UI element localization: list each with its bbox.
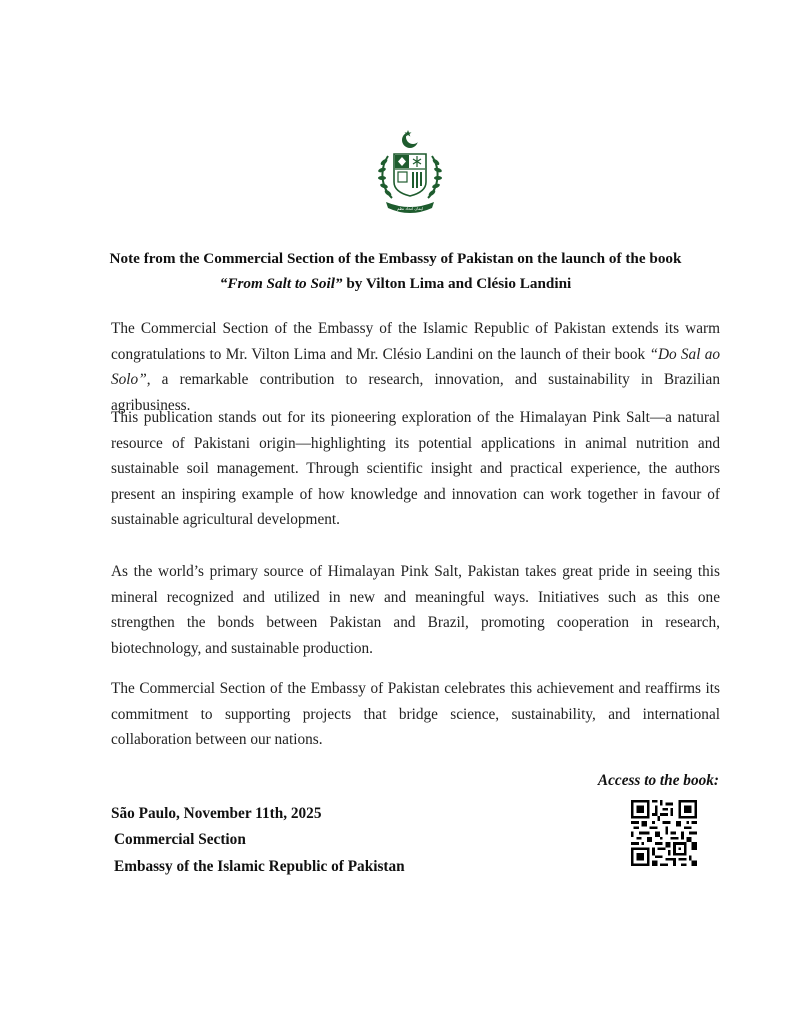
book-title-portuguese: “Do Sal ao Solo” bbox=[111, 345, 720, 389]
paragraph-congratulations bbox=[111, 316, 720, 418]
title-line-1: Note from the Commercial Section of the Embassy of Pakistan on the launch of the book bbox=[109, 250, 682, 267]
svg-text:ایمان اتحاد نظم: ایمان اتحاد نظم bbox=[396, 206, 424, 211]
paragraph-commitment: The Commercial Section of the Embassy of Pakistan celebrates this achievement and reaffirms its commitment to supporting projects that bridge science, sustainability, and international collaboration between our nations. bbox=[111, 680, 720, 749]
qr-code-icon[interactable] bbox=[631, 800, 697, 866]
p1-text-before: The Commercial Section of the Embassy of the Islamic Republic of Pakistan extends its warm congratulations to Mr. Vilton Lima and Mr. Clésio Landini on the launch of their book bbox=[111, 320, 720, 363]
document-title bbox=[60, 246, 731, 296]
signature-embassy: Embassy of the Islamic Republic of Pakistan bbox=[114, 858, 405, 875]
pakistan-state-emblem-icon bbox=[374, 128, 446, 218]
title-line-2 bbox=[60, 271, 731, 296]
place-and-date: São Paulo, November 11th, 2025 bbox=[111, 805, 322, 822]
title-authors: by Vilton Lima and Clésio Landini bbox=[342, 275, 572, 292]
paragraph-pink-salt: As the world’s primary source of Himalayan Pink Salt, Pakistan takes great pride in seeing this mineral recognized and utilized in new and meaningful ways. Initiatives such as this one strengthen the bonds between Pakistan and Brazil, promoting cooperation in research, biotechnology, and sustainable production. bbox=[111, 563, 720, 657]
access-label: Access to the book: bbox=[597, 772, 719, 789]
signature-section: Commercial Section bbox=[114, 831, 246, 848]
p1-text-after: , a remarkable contribution to research, innovation, and sustainability in Brazilian agribusiness. bbox=[111, 371, 720, 414]
book-title-english: “From Salt to Soil” bbox=[219, 275, 343, 292]
paragraph-publication: This publication stands out for its pioneering exploration of the Himalayan Pink Salt—a natural resource of Pakistani origin—highlighting its potential applications in animal nutrition and sustainable soil management. Through scientific insight and practical experience, the authors present an inspiring example of how knowledge and innovation can work together in favour of sustainable agricultural development. bbox=[111, 409, 720, 529]
